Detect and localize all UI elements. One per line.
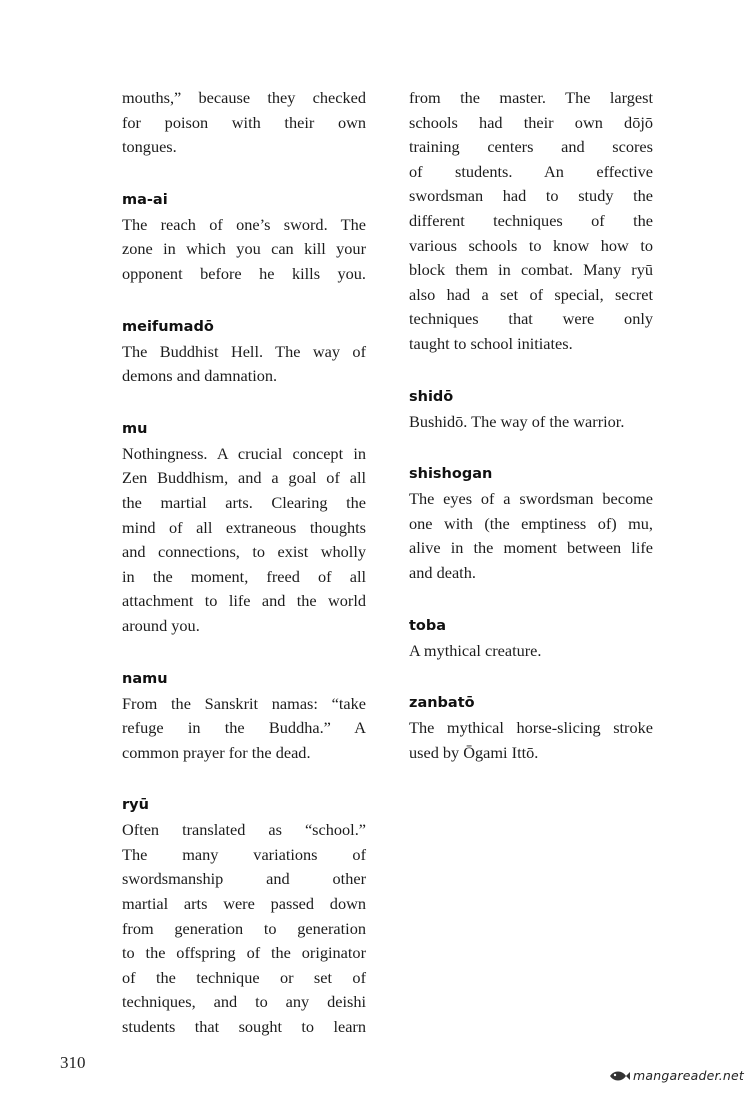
entry-line: martial arts were passed down [122,894,366,914]
entry-term: ma-ai [122,191,168,208]
entry-line: refuge in the Buddha.” A [122,718,366,738]
entry-term: shidō [409,388,454,405]
entry-line: Often translated as “school.” [122,820,366,840]
entry-line: tongues. [122,137,177,157]
entry-line: alive in the moment between life [409,538,653,558]
entry-line: in the moment, freed of all [122,566,366,586]
entry-line: block them in combat. Many ryū [409,260,653,280]
entry-line: swordsman had to study the [409,186,653,206]
glossary-entry-continued [122,86,366,160]
right-column [409,86,653,794]
entry-line: of students. An effective [409,161,653,181]
entry-line: for poison with their own [122,112,366,132]
glossary-entry-meifumado [122,316,366,389]
entry-line: training centers and scores [409,137,653,157]
entry-line: of the technique or set of [122,967,366,987]
entry-line: schools had their own dōjō [409,112,653,132]
entry-line: Zen Buddhism, and a goal of all [122,468,366,488]
entry-line: The many variations of [122,844,366,864]
entry-line: also had a set of special, secret [409,284,653,304]
entry-line: A mythical creature. [409,640,542,660]
entry-line: from generation to generation [122,918,366,938]
entry-line: The eyes of a swordsman become [409,489,653,509]
glossary-entry-mu [122,418,366,639]
left-column [122,86,366,1069]
entry-line: Nothingness. A crucial concept in [122,443,366,463]
entry-line: mind of all extraneous thoughts [122,517,366,537]
entry-line: the martial arts. Clearing the [122,492,366,512]
entry-line: The Buddhist Hell. The way of [122,341,366,361]
entry-line: common prayer for the dead. [122,742,311,762]
glossary-entry-shido [409,386,653,435]
watermark [608,1068,744,1083]
entry-line: taught to school initiates. [409,333,573,353]
entry-line: opponent before he kills you. [122,263,366,283]
glossary-entry-toba [409,615,653,664]
entry-line: various schools to know how to [409,235,653,255]
glossary-entry-ma-ai [122,189,366,287]
entry-line: used by Ōgami Ittō. [409,742,539,762]
entry-line: one with (the emptiness of) mu, [409,513,653,533]
glossary-entry-namu [122,668,366,766]
entry-line: mouths,” because they checked [122,88,366,107]
entry-line: to the offspring of the originator [122,943,366,963]
entry-line: Bushidō. The way of the warrior. [409,411,625,431]
entry-line: and death. [409,562,476,582]
entry-line: demons and damnation. [122,366,278,386]
page-number: 310 [60,1053,86,1072]
entry-line: and connections, to exist wholly [122,542,366,562]
entry-line: different techniques of the [409,210,653,230]
entry-line: zone in which you can kill your [122,239,366,259]
entry-line: The reach of one’s sword. The [122,214,366,234]
watermark-text: mangareader.net [633,1068,744,1083]
entry-term: namu [122,670,168,687]
entry-line: From the Sanskrit namas: “take [122,693,366,713]
entry-term: toba [409,617,447,634]
entry-line: techniques, and to any deishi [122,992,366,1012]
entry-term: ryū [122,797,149,814]
glossary-entry-shishogan [409,463,653,585]
entry-line: techniques that were only [409,309,653,329]
entry-line: from the master. The largest [409,88,653,107]
fish-logo-icon [608,1069,630,1083]
entry-line: around you. [122,615,200,635]
entry-term: shishogan [409,466,493,483]
entry-term: zanbatō [409,695,475,712]
entry-term: meifumadō [122,318,214,335]
entry-term: mu [122,420,148,437]
entry-line: students that sought to learn [122,1017,366,1037]
glossary-entry-continued [409,86,653,357]
entry-line: The mythical horse-slicing stroke [409,718,653,738]
glossary-entry-ryu [122,794,366,1039]
entry-line: attachment to life and the world [122,591,366,611]
glossary-entry-zanbato [409,692,653,765]
entry-line: swordsmanship and other [122,869,366,889]
